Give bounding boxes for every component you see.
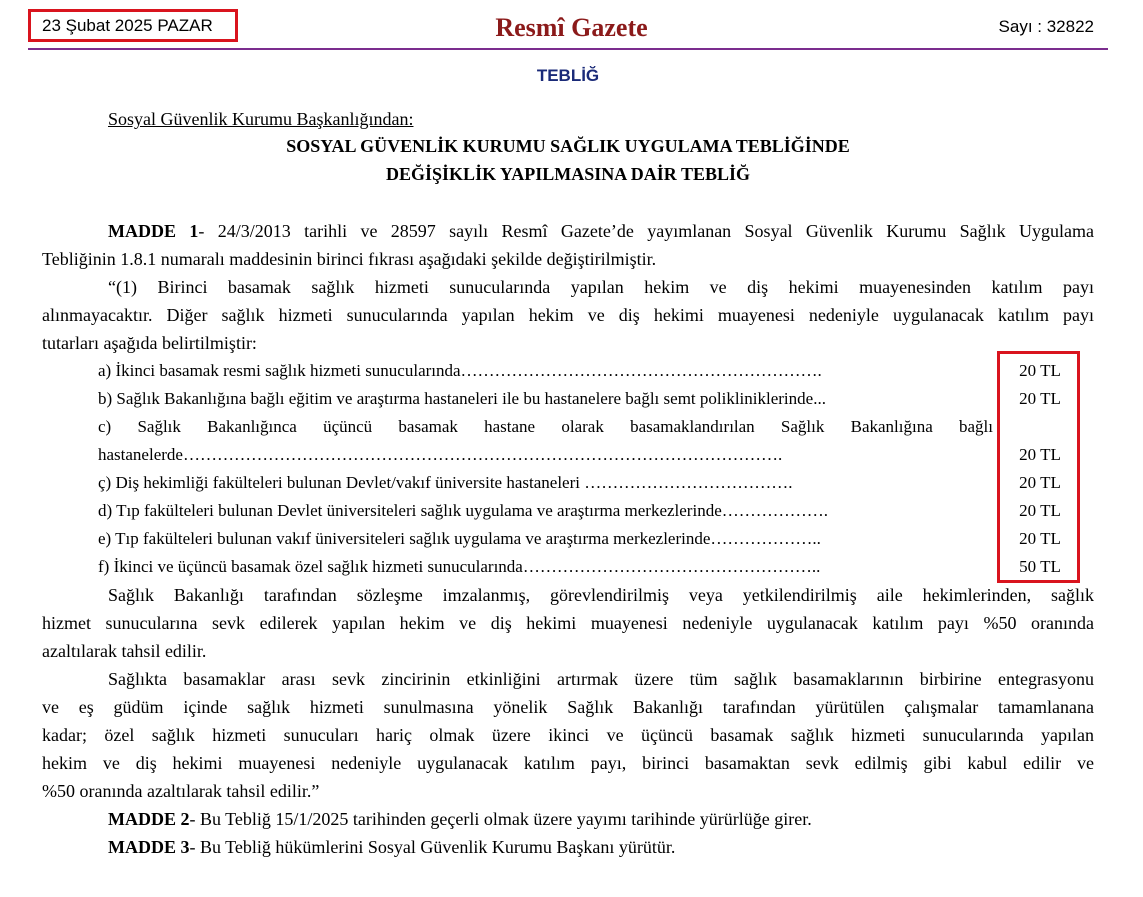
publication-date: 23 Şubat 2025 PAZAR bbox=[28, 9, 238, 42]
fee-item-b: b) Sağlık Bakanlığına bağlı eğitim ve araştırma hastaneleri ile bu hastanelere bağlı semt polikliniklerinde... bbox=[98, 389, 826, 408]
fee-item-a: a) İkinci basamak resmi sağlık hizmeti sunucularında………………………………………………………. bbox=[98, 361, 822, 380]
gazette-title: Resmî Gazete bbox=[495, 13, 648, 42]
section-title: TEBLİĞ bbox=[536, 66, 600, 85]
fee-item-d: d) Tıp fakülteleri bulunan Devlet üniversiteleri sağlık uygulama ve araştırma merkezlerinde………………. bbox=[98, 501, 828, 520]
amount-highlight-box bbox=[997, 351, 1080, 583]
fee-amount-c: 20 TL bbox=[1019, 445, 1061, 464]
referral-line-2: ve eş güdüm içinde sağlık hizmeti sunulmasına yönelik Sağlık Bakanlığı tarafından yürütülen çalışmalar tamamlanana bbox=[42, 697, 1094, 717]
article-1-text: - 24/3/2013 tarihli ve 28597 sayılı Resmî Gazete’de yayımlanan Sosyal Güvenlik Kurumu Sağlık Uygulama bbox=[198, 221, 1094, 241]
issue-number: Sayı : 32822 bbox=[998, 17, 1094, 36]
article-1-label: MADDE 1 bbox=[108, 221, 199, 241]
quote-line-2: alınmayacaktır. Diğer sağlık hizmeti sunucularında yapılan hekim ve diş hekimi muayenesi nedeniyle uygulanacak katılım payı bbox=[42, 305, 1094, 325]
issuing-authority: Sosyal Güvenlik Kurumu Başkanlığından: bbox=[108, 109, 414, 129]
family-physician-line-2: hizmet sunucularına sevk edilerek yapılan hekim ve diş hekimi muayenesi nedeniyle uygulanacak katılım payı %50 oranında bbox=[42, 613, 1094, 633]
article-1-line-2: Tebliğinin 1.8.1 numaralı maddesinin birinci fıkrası aşağıdaki şekilde değiştirilmiştir. bbox=[42, 249, 657, 269]
article-2-label: MADDE 2 bbox=[108, 809, 190, 829]
quote-line-3: tutarları aşağıda belirtilmiştir: bbox=[42, 333, 257, 353]
article-2 bbox=[108, 805, 1094, 833]
communique-title-line-1: SOSYAL GÜVENLİK KURUMU SAĞLIK UYGULAMA TEBLİĞİNDE bbox=[286, 136, 850, 156]
family-physician-line-3: azaltılarak tahsil edilir. bbox=[42, 641, 207, 661]
communique-title-line-2: DEĞİŞİKLİK YAPILMASINA DAİR TEBLİĞ bbox=[386, 164, 750, 184]
masthead-divider bbox=[28, 48, 1108, 50]
fee-item-e: e) Tıp fakülteleri bulunan vakıf üniversiteleri sağlık uygulama ve araştırma merkezlerinde……………….. bbox=[98, 529, 821, 548]
article-2-text: - Bu Tebliğ 15/1/2025 tarihinden geçerli olmak üzere yayımı tarihinde yürürlüğe girer. bbox=[189, 809, 812, 829]
fee-amount-a: 20 TL bbox=[1019, 361, 1061, 380]
fee-item-f: f) İkinci ve üçüncü basamak özel sağlık hizmeti sunucularında…………………………………………….. bbox=[98, 557, 821, 576]
referral-line-5: %50 oranında azaltılarak tahsil edilir.” bbox=[42, 781, 320, 801]
article-1-line-1 bbox=[108, 217, 1094, 245]
referral-line-1: Sağlıkta basamaklar arası sevk zincirinin etkinliğini artırmak üzere tüm sağlık basamaklarının birbirine entegrasyonu bbox=[108, 669, 1094, 689]
referral-line-4: hekim ve diş hekimi muayenesi nedeniyle uygulanacak katılım payı, birinci basamaktan sevk edilmiş gibi kabul edilir ve bbox=[42, 753, 1094, 773]
family-physician-line-1: Sağlık Bakanlığı tarafından sözleşme imzalanmış, görevlendirilmiş veya yetkilendirilmiş aile hekimlerinden, sağlık bbox=[108, 585, 1094, 605]
fee-amount-e: 20 TL bbox=[1019, 529, 1061, 548]
article-3 bbox=[108, 833, 1094, 861]
article-3-text: - Bu Tebliğ hükümlerini Sosyal Güvenlik Kurumu Başkanı yürütür. bbox=[189, 837, 676, 857]
article-3-label: MADDE 3 bbox=[108, 837, 190, 857]
fee-item-c-continued: hastanelerde……………………………………………………………………………………………. bbox=[98, 445, 783, 464]
quote-line-1: “(1) Birinci basamak sağlık hizmeti sunucularında yapılan hekim ve diş hekimi muayenesinden katılım payı bbox=[108, 277, 1094, 297]
fee-item-cc: ç) Diş hekimliği fakülteleri bulunan Devlet/vakıf üniversite hastaneleri ………………………………. bbox=[98, 473, 793, 492]
fee-amount-b: 20 TL bbox=[1019, 389, 1061, 408]
fee-amount-cc: 20 TL bbox=[1019, 473, 1061, 492]
fee-amount-f: 50 TL bbox=[1019, 557, 1061, 576]
fee-item-c: c) Sağlık Bakanlığınca üçüncü basamak hastane olarak basamaklandırılan Sağlık Bakanlığına bağlı bbox=[98, 417, 993, 436]
referral-line-3: kadar; özel sağlık hizmeti sunucuları hariç olmak üzere ikinci ve üçüncü basamak sağlık hizmeti sunucularında yapılan bbox=[42, 725, 1094, 745]
fee-amount-d: 20 TL bbox=[1019, 501, 1061, 520]
